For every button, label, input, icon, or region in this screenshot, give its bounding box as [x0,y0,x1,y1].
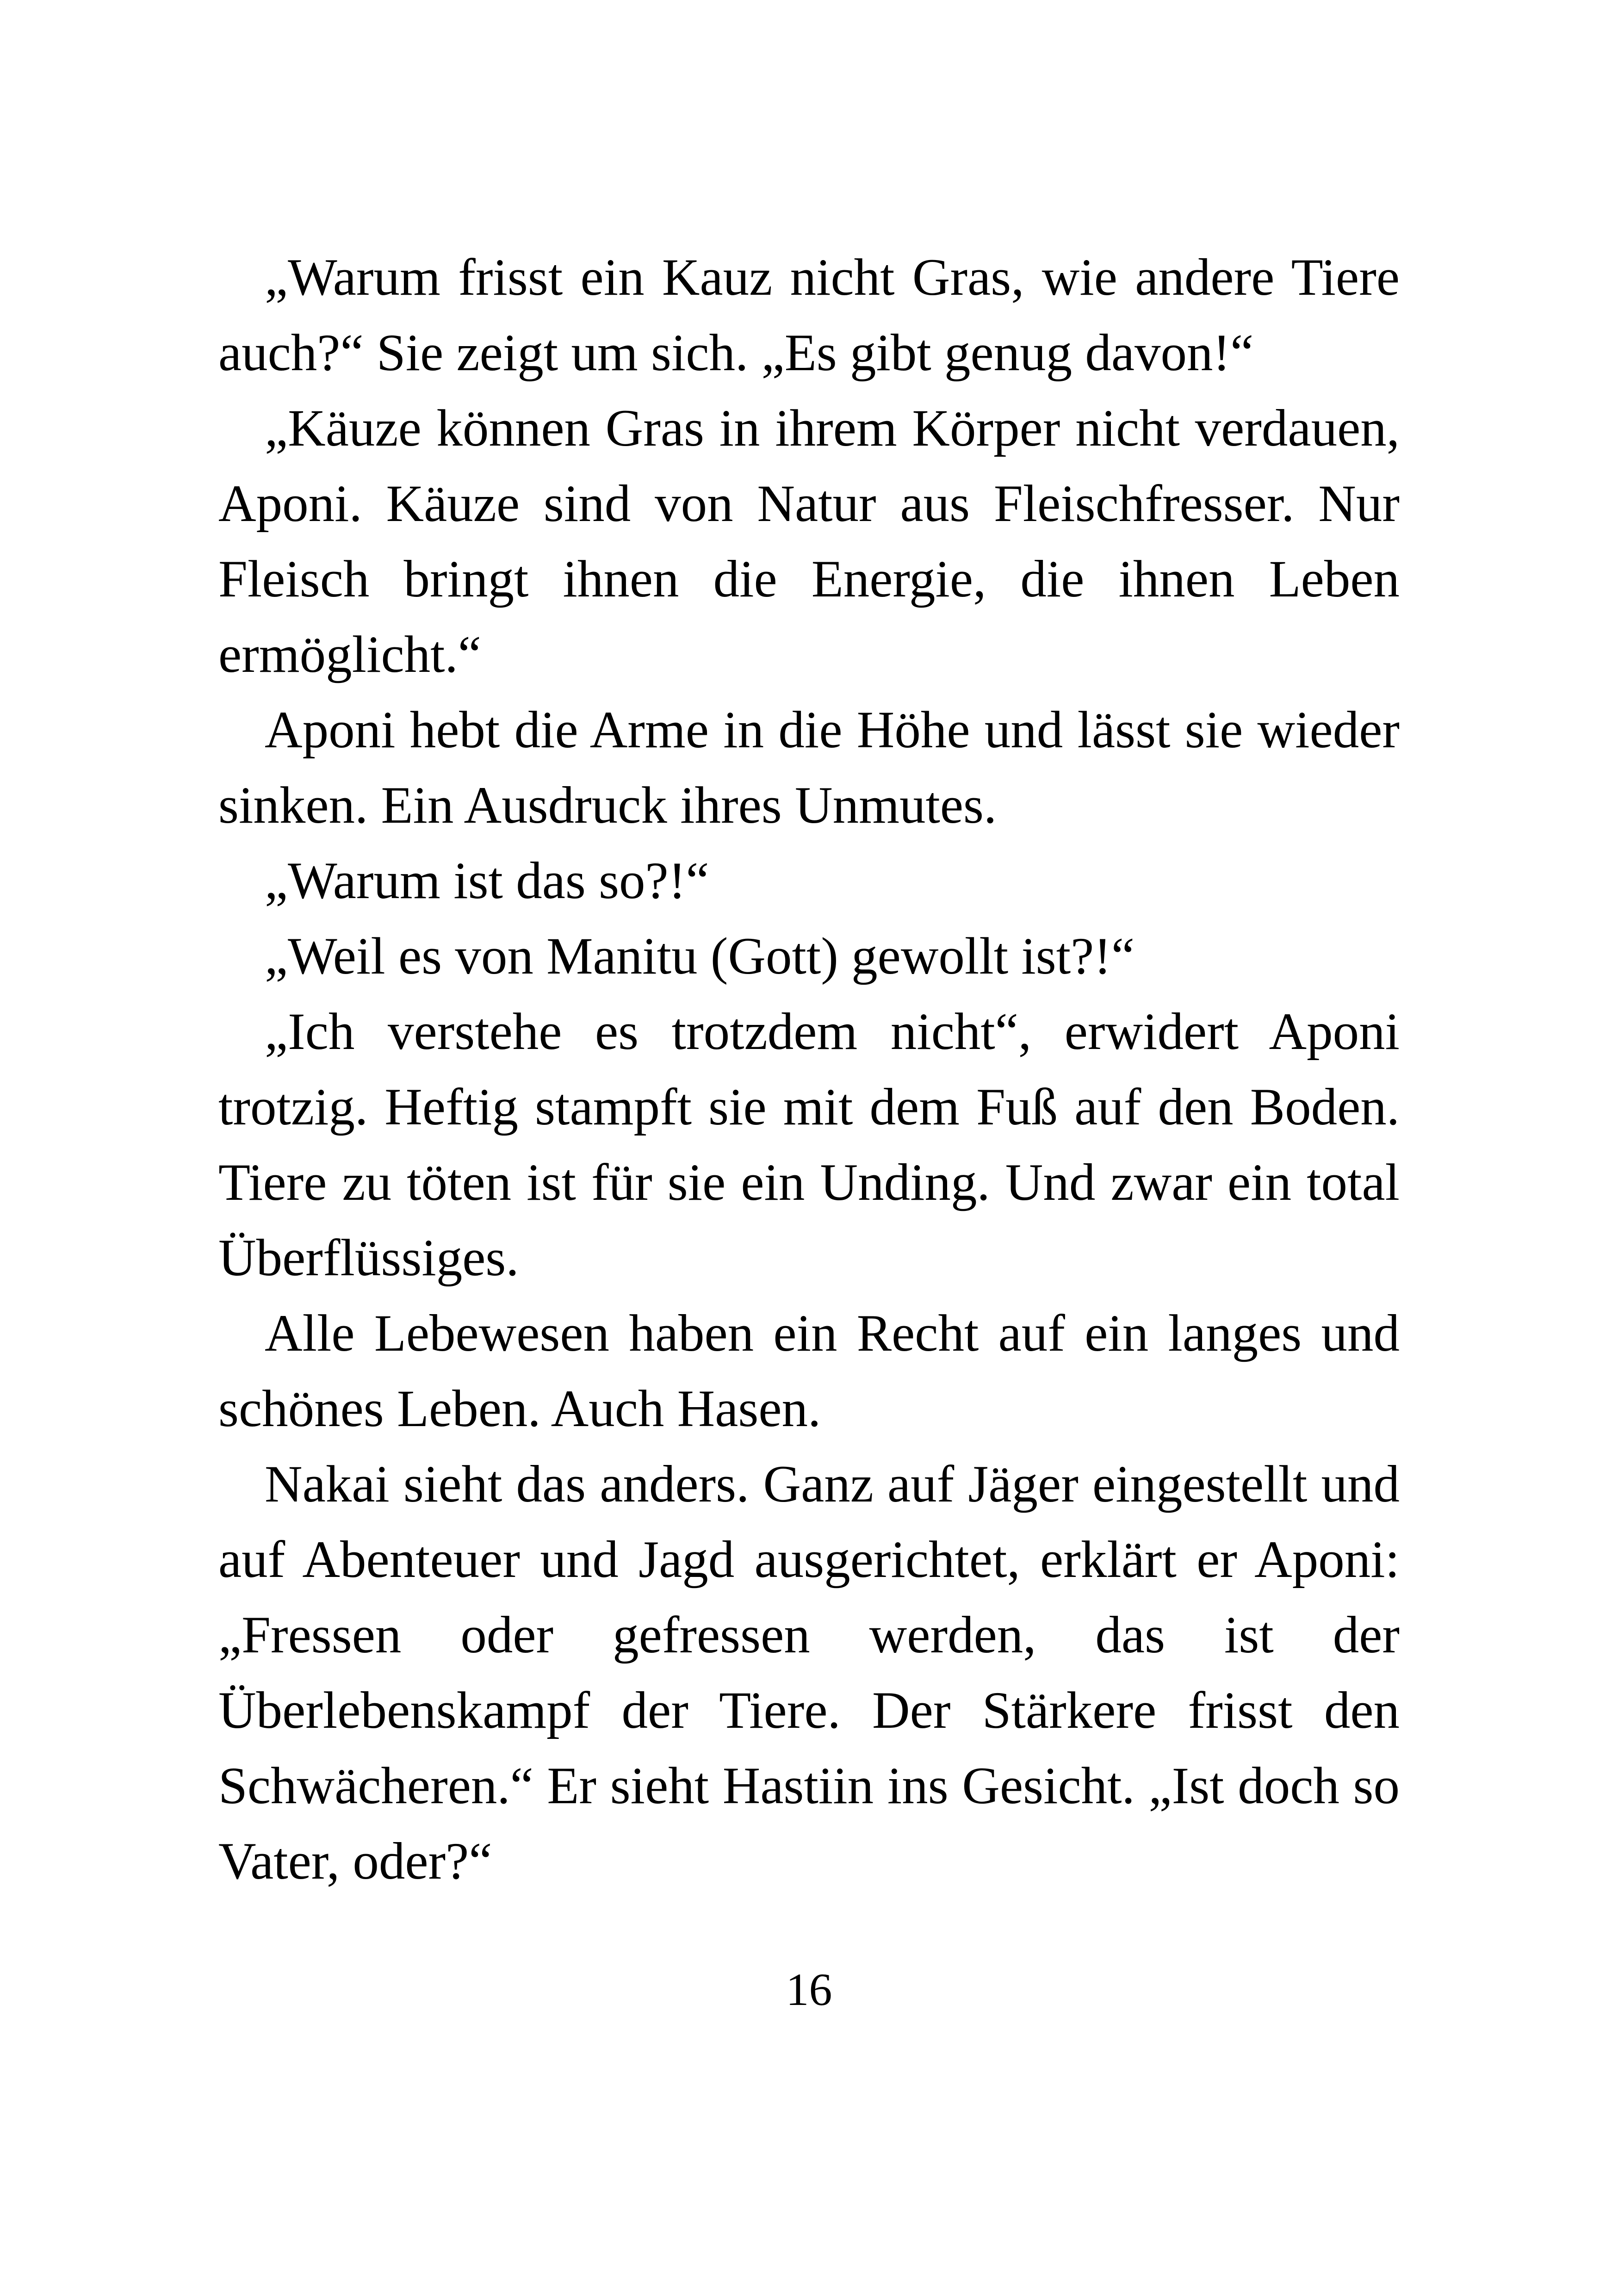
body-text [218,240,1400,1899]
paragraph: Aponi hebt die Arme in die Höhe und lässt sie wieder sinken. Ein Ausdruck ihres Unmutes. [218,701,1400,834]
paragraph: „Ich verstehe es trotzdem nicht“, erwidert Aponi trotzig. Heftig stampft sie mit dem Fuß auf den Boden. Tiere zu töten ist für sie ein Unding. Und zwar ein total Überflüssiges. [218,1003,1400,1287]
paragraph: Nakai sieht das anders. Ganz auf Jäger eingestellt und auf Abenteuer und Jagd ausgerichtet, erklärt er Aponi: „Fressen oder gefressen werden, das ist der Überlebenskampf der Tiere. Der Stärkere frisst den Schwächeren.“ Er sieht Hastiin ins Gesicht. „Ist doch so Vater, oder?“ [218,1455,1400,1890]
paragraph: „Weil es von Manitu (Gott) gewollt ist?!“ [265,927,1135,985]
paragraph: Alle Lebewesen haben ein Recht auf ein langes und schönes Leben. Auch Hasen. [218,1304,1400,1438]
paragraph: „Käuze können Gras in ihrem Körper nicht verdauen, Aponi. Käuze sind von Natur aus Fleischfresser. Nur Fleisch bringt ihnen die Energie, die ihnen Leben ermöglicht.“ [218,399,1400,683]
page-number: 16 [786,1964,832,2015]
paragraph: „Warum ist das so?!“ [265,852,709,910]
paragraph: „Warum frisst ein Kauz nicht Gras, wie andere Tiere auch?“ Sie zeigt um sich. „Es gibt genug davon!“ [218,248,1400,382]
